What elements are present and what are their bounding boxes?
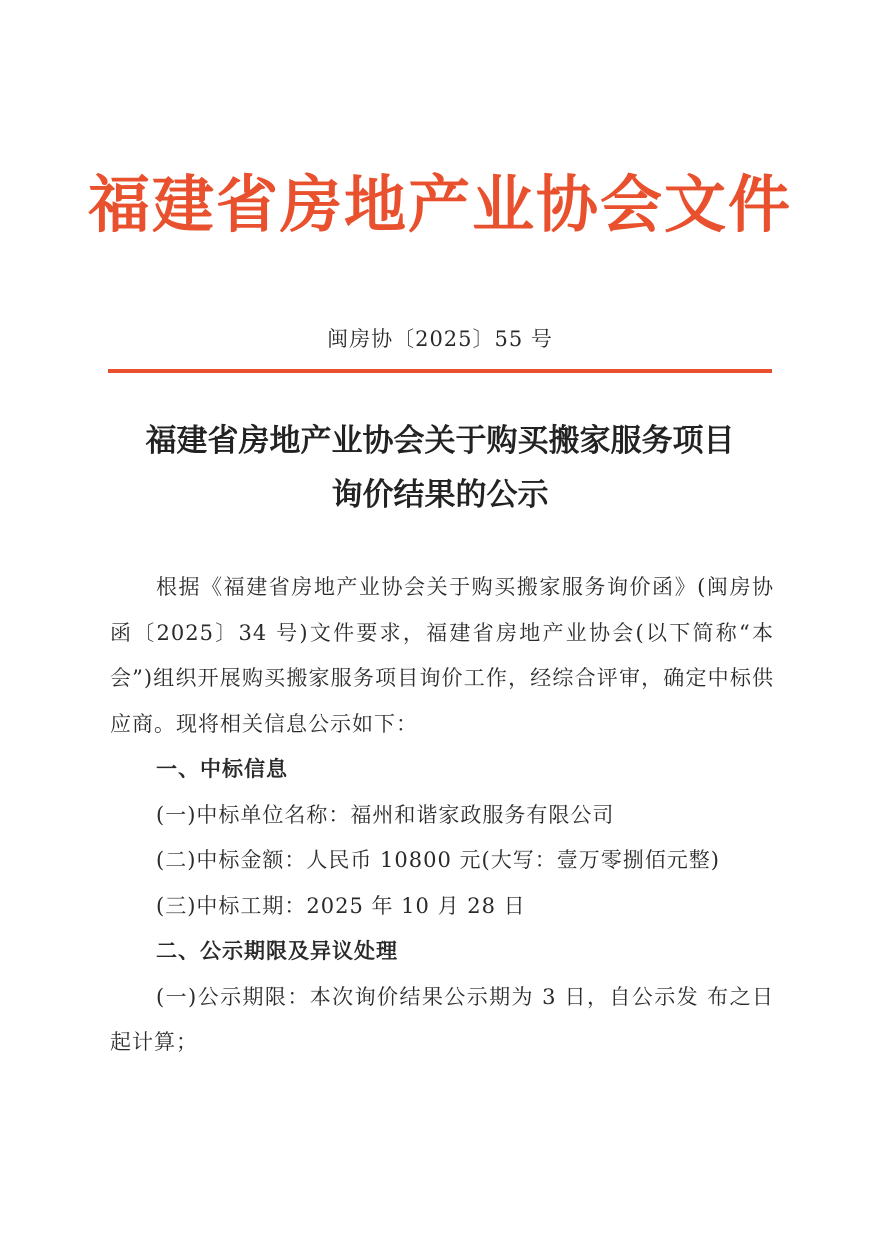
section-1-item: (三)中标工期：2025 年 10 月 28 日 [156,893,526,918]
section-heading-2: 二、公示期限及异议处理 [156,939,398,963]
document-body [110,565,774,1066]
announcement-title-line-1: 福建省房地产业协会关于购买搬家服务项目 [145,423,735,459]
document-number: 闽房协〔2025〕55 号 [327,327,553,351]
section-1-item: (一)中标单位名称：福州和谐家政服务有限公司 [156,802,615,827]
masthead-title: 福建省房地产业协会文件 [87,168,792,241]
announcement-title [0,414,880,522]
section-heading-1: 一、中标信息 [156,757,288,781]
intro-paragraph: 根据《福建省房地产业协会关于购买搬家服务询价函》(闽房协函〔2025〕34 号)文件要求，福建省房地产业协会(以下简称“本会”)组织开展购买搬家服务项目询价工作，经综合评审，确定中标供应商。现将相关信息公示如下： [110,575,774,736]
section-1-item: (二)中标金额：人民币 10800 元(大写：壹万零捌佰元整) [156,848,720,872]
announcement-title-line-2: 询价结果的公示 [331,477,549,513]
section-2-item: (一)公示期限：本次询价结果公示期为 3 日，自公示发 布之日起计算； [110,984,774,1054]
red-divider-line [108,369,772,373]
